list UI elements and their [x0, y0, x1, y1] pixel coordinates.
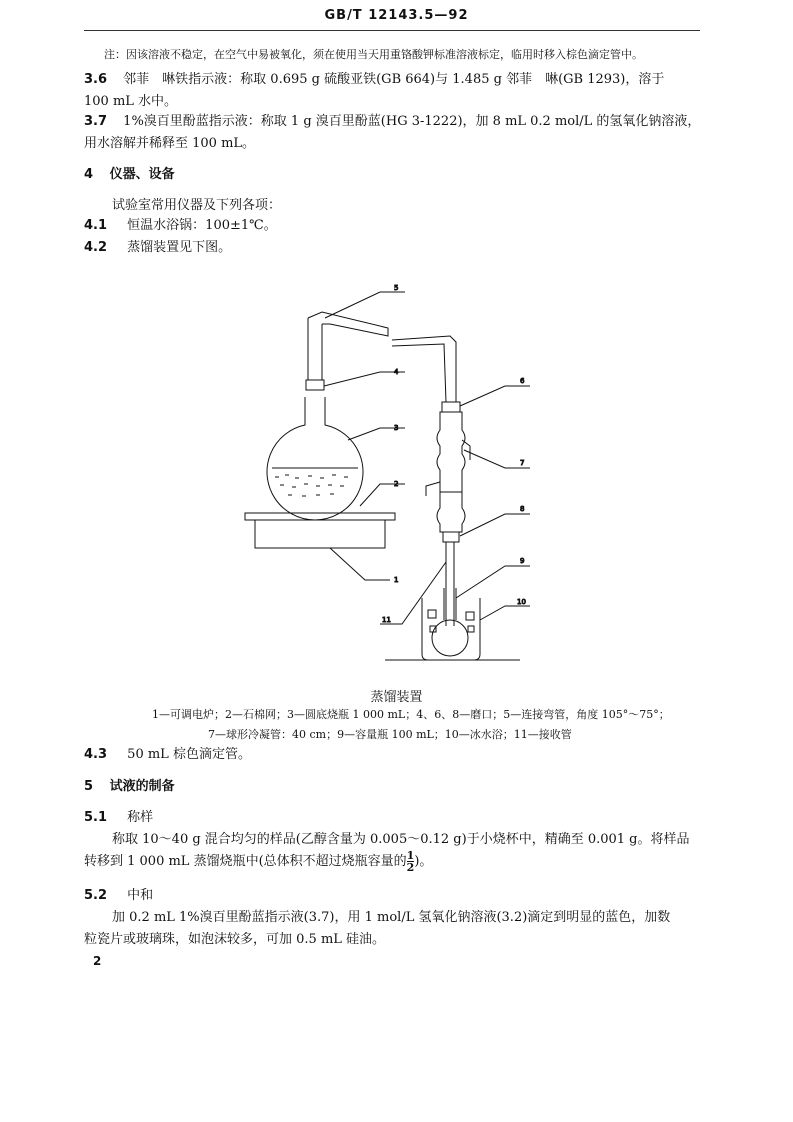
label-9: 9	[520, 557, 525, 565]
item-4-1	[84, 214, 277, 233]
item-3-6-text-line2: 100 mL 水中。	[84, 94, 178, 109]
condenser-water-outlet	[462, 440, 470, 460]
item-4-3-number: 4.3	[84, 747, 108, 762]
section-4-number: 4	[84, 167, 94, 182]
item-5-2-line1: 加 0.2 mL 1%溴百里酚蓝指示液(3.7)，用 1 mol/L 氢氧化钠溶液(3.2)滴定到明显的蓝色，加数	[112, 910, 671, 925]
ground-joint-6	[442, 402, 460, 412]
section-5-number: 5	[84, 779, 94, 794]
item-5-2-line2: 粒瓷片或玻璃珠，如泡沫较多，可加 0.5 mL 硅油。	[84, 932, 386, 947]
item-5-2-title: 中和	[127, 888, 154, 903]
label-7: 7	[520, 459, 525, 467]
item-3-6-text-line1: 邻菲 啉铁指示液：称取 0.695 g 硫酸亚铁(GB 664)与 1.485 g 邻菲 啉(GB 1293)，溶于	[123, 72, 665, 87]
ball-condenser-upper	[437, 412, 465, 492]
item-4-3	[84, 743, 251, 762]
condenser-water-inlet	[426, 482, 440, 496]
label-8: 8	[520, 505, 525, 513]
item-3-6-number: 3.6	[84, 72, 108, 87]
asbestos-gauze	[245, 513, 395, 520]
item-5-1-title: 称样	[127, 810, 154, 825]
item-5-1-line2-end: )。	[414, 854, 433, 869]
section-4-intro: 试验室常用仪器及下列各项：	[112, 198, 282, 213]
item-5-1-line1: 称取 10～40 g 混合均匀的样品(乙醇含量为 0.005～0.12 g)于小烧杯中，精确至 0.001 g。将样品	[112, 832, 690, 847]
item-5-1-line2	[84, 850, 432, 873]
item-5-1-number: 5.1	[84, 810, 108, 825]
item-3-7-text-line2: 用水溶解并稀释至 100 mL。	[84, 136, 256, 151]
label-10: 10	[517, 598, 526, 606]
standard-header: GB/T 12143.5—92	[324, 8, 469, 23]
item-3-7-number: 3.7	[84, 114, 108, 129]
section-5-title: 试液的制备	[109, 779, 175, 794]
label-4: 4	[394, 368, 399, 376]
label-11: 11	[382, 616, 391, 624]
header-rule	[84, 30, 700, 31]
item-5-2-number: 5.2	[84, 888, 108, 903]
item-4-2-text: 蒸馏装置见下图。	[127, 240, 232, 255]
item-4-2	[84, 236, 231, 255]
ground-joint-4	[306, 380, 324, 390]
item-4-1-number: 4.1	[84, 218, 108, 233]
item-3-7-text-line1: 1%溴百里酚蓝指示液：称取 1 g 溴百里酚蓝(HG 3-1222)，加 8 mL 0.2 mol/L 的氢氧化钠溶液，	[123, 114, 701, 129]
item-3-6	[84, 68, 664, 87]
electric-heater	[255, 520, 385, 548]
label-2: 2	[394, 480, 399, 488]
section-5-heading	[84, 775, 175, 794]
section-4-title: 仪器、设备	[109, 167, 175, 182]
label-3: 3	[394, 424, 399, 432]
connecting-bent-tube-lower	[392, 336, 456, 402]
item-4-1-text: 恒温水浴锅：100±1℃。	[127, 218, 277, 233]
label-1: 1	[394, 576, 399, 584]
ice-water-bath	[422, 598, 480, 660]
label-6: 6	[520, 377, 525, 385]
ground-joint-8	[443, 532, 459, 542]
connecting-bent-tube	[308, 312, 388, 336]
fraction-numerator: 1	[406, 849, 415, 862]
item-4-2-number: 4.2	[84, 240, 108, 255]
figure-legend-line1: 1—可调电炉；2—石棉网；3—圆底烧瓶 1 000 mL；4、6、8—磨口；5—连接弯管，角度 105°～75°；	[152, 708, 670, 721]
ball-condenser-lower	[437, 492, 465, 532]
section-4-heading	[84, 163, 175, 182]
figure-legend-line2: 7—球形冷凝管：40 cm；9—容量瓶 100 mL；10—冰水浴；11—接收管	[208, 728, 572, 741]
item-3-7	[84, 110, 700, 129]
item-5-1-line2-text: 转移到 1 000 mL 蒸馏烧瓶中(总体积不超过烧瓶容量的	[84, 854, 407, 869]
item-5-1-heading	[84, 806, 153, 825]
fraction-denominator: 2	[406, 861, 415, 874]
note-text: 注：因该溶液不稳定，在空气中易被氧化，须在使用当天用重铬酸钾标准溶液标定，临用时移入棕色滴定管中。	[104, 48, 643, 61]
figure-caption: 蒸馏装置	[370, 690, 423, 705]
distillation-apparatus-diagram	[230, 270, 550, 670]
item-4-3-text: 50 mL 棕色滴定管。	[127, 747, 251, 762]
round-bottom-flask	[267, 397, 363, 520]
page-number: 2	[93, 954, 102, 968]
item-5-2-heading	[84, 884, 153, 903]
volumetric-flask	[432, 620, 468, 656]
label-5: 5	[394, 284, 399, 292]
